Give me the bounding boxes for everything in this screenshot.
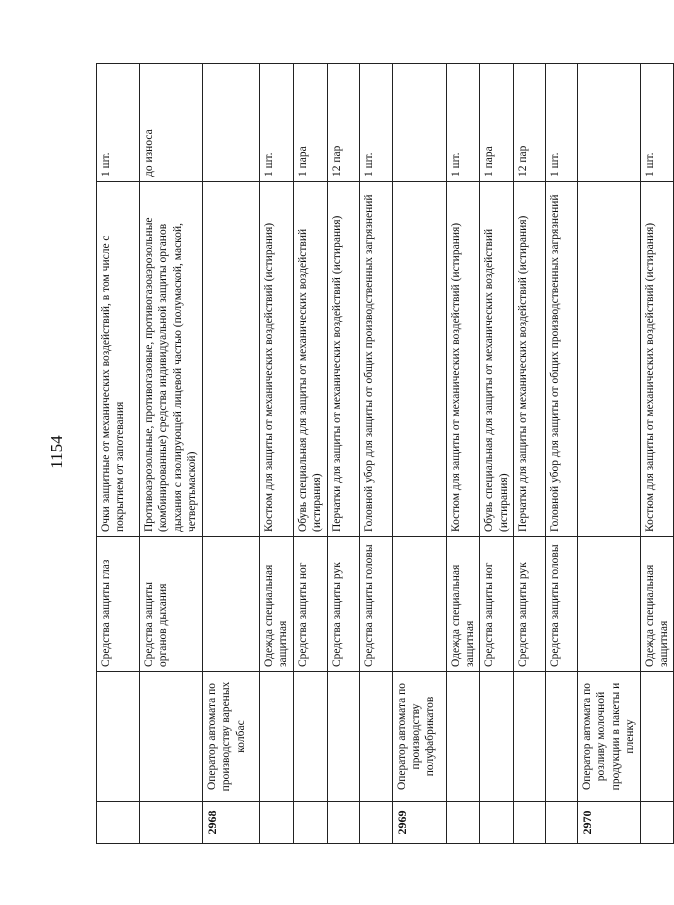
profession-name <box>546 672 578 802</box>
ppe-type <box>203 537 260 672</box>
ppe-name <box>203 182 260 537</box>
profession-name: Оператор автомата по производству полуфабрикатов <box>392 672 446 802</box>
profession-name <box>514 672 546 802</box>
ppe-type: Одежда специальная защитная <box>260 537 294 672</box>
ppe-type: Средства защиты органов дыхания <box>140 537 203 672</box>
row-number <box>293 802 327 844</box>
issue-quantity: 1 шт. <box>97 64 140 182</box>
row-number <box>260 802 294 844</box>
ppe-type <box>392 537 446 672</box>
row-number <box>514 802 546 844</box>
ppe-type <box>578 537 641 672</box>
row-number <box>327 802 359 844</box>
profession-name <box>446 672 480 802</box>
issue-quantity: 12 пар <box>327 64 359 182</box>
table-row <box>546 64 578 844</box>
ppe-type: Средства защиты рук <box>514 537 546 672</box>
ppe-name: Очки защитные от механических воздействий, в том числе с покрытием от запотевания <box>97 182 140 537</box>
issue-quantity: 1 пара <box>480 64 514 182</box>
row-number <box>140 802 203 844</box>
ppe-type: Средства защиты головы <box>546 537 578 672</box>
ppe-name: Костюм для защиты от механических воздействий (истирания) <box>446 182 480 537</box>
row-number <box>640 802 674 844</box>
row-number <box>97 802 140 844</box>
ppe-type: Средства защиты ног <box>480 537 514 672</box>
ppe-table <box>96 63 674 844</box>
table-row <box>327 64 359 844</box>
ppe-name <box>392 182 446 537</box>
table-row <box>359 64 392 844</box>
table-row <box>392 64 446 844</box>
profession-name <box>140 672 203 802</box>
ppe-name: Перчатки для защиты от механических воздействий (истирания) <box>514 182 546 537</box>
table-row <box>293 64 327 844</box>
issue-quantity <box>392 64 446 182</box>
profession-name <box>97 672 140 802</box>
row-number: 2970 <box>578 802 641 844</box>
ppe-name: Головной убор для защиты от общих производственных загрязнений <box>359 182 392 537</box>
page-number: 1154 <box>47 435 66 469</box>
ppe-type: Средства защиты ног <box>293 537 327 672</box>
ppe-name: Обувь специальная для защиты от механических воздействий (истирания) <box>293 182 327 537</box>
ppe-name: Перчатки для защиты от механических воздействий (истирания) <box>327 182 359 537</box>
ppe-name <box>578 182 641 537</box>
ppe-name: Обувь специальная для защиты от механических воздействий (истирания) <box>480 182 514 537</box>
issue-quantity: 1 шт. <box>546 64 578 182</box>
table-row <box>260 64 294 844</box>
issue-quantity: 1 шт. <box>446 64 480 182</box>
issue-quantity <box>578 64 641 182</box>
ppe-type: Средства защиты глаз <box>97 537 140 672</box>
ppe-name: Костюм для защиты от механических воздействий (истирания) <box>640 182 674 537</box>
rotated-table-container <box>96 64 670 844</box>
issue-quantity <box>203 64 260 182</box>
ppe-type: Средства защиты рук <box>327 537 359 672</box>
profession-name <box>260 672 294 802</box>
issue-quantity: 1 шт. <box>640 64 674 182</box>
profession-name <box>480 672 514 802</box>
table-row <box>578 64 641 844</box>
issue-quantity: до износа <box>140 64 203 182</box>
profession-name: Оператор автомата по розливу молочной продукции в пакеты и пленку <box>578 672 641 802</box>
profession-name <box>359 672 392 802</box>
table-row <box>97 64 140 844</box>
table-row <box>140 64 203 844</box>
table-row <box>640 64 674 844</box>
row-number <box>480 802 514 844</box>
table-row <box>514 64 546 844</box>
ppe-type: Одежда специальная защитная <box>446 537 480 672</box>
profession-name: Оператор автомата по производству вареных колбас <box>203 672 260 802</box>
profession-name <box>327 672 359 802</box>
ppe-name: Противоаэрозольные, противогазовые, противогазоаэрозольные (комбинированные) средства индивидуальной защиты органов дыхания с изолирующей лицевой частью (полумаской, маской, четвертьмаской) <box>140 182 203 537</box>
table-row <box>203 64 260 844</box>
ppe-type: Средства защиты головы <box>359 537 392 672</box>
row-number: 2968 <box>203 802 260 844</box>
issue-quantity: 1 шт. <box>359 64 392 182</box>
table-row <box>446 64 480 844</box>
row-number <box>446 802 480 844</box>
ppe-type: Одежда специальная защитная <box>640 537 674 672</box>
ppe-table-body <box>97 64 674 844</box>
ppe-name: Костюм для защиты от механических воздействий (истирания) <box>260 182 294 537</box>
issue-quantity: 1 пара <box>293 64 327 182</box>
profession-name <box>640 672 674 802</box>
table-row <box>480 64 514 844</box>
row-number: 2969 <box>392 802 446 844</box>
row-number <box>546 802 578 844</box>
ppe-name: Головной убор для защиты от общих производственных загрязнений <box>546 182 578 537</box>
issue-quantity: 12 пар <box>514 64 546 182</box>
row-number <box>359 802 392 844</box>
issue-quantity: 1 шт. <box>260 64 294 182</box>
profession-name <box>293 672 327 802</box>
